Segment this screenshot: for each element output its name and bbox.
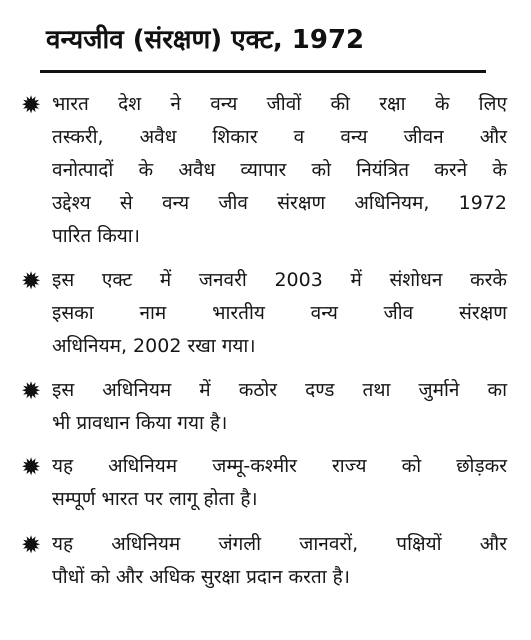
- list-item-text: [52, 450, 507, 516]
- list-item-text: [52, 528, 507, 594]
- text-line: पौधों को और अधिक सुरक्षा प्रदान करता है।: [52, 566, 350, 588]
- text-line: इस अधिनियम में कठोर दण्ड तथा जुर्माने का: [52, 379, 507, 401]
- text-line: अधिनियम, 2002 रखा गया।: [52, 335, 256, 357]
- list-item-text: [52, 88, 507, 253]
- text-line: इसका नाम भारतीय वन्य जीव संरक्षण: [52, 302, 507, 324]
- text-line: वनोत्पादों के अवैध व्यापार को नियंत्रित करने के: [52, 159, 507, 181]
- asterisk-star-icon: ✹: [20, 267, 42, 295]
- text-line: इस एक्ट में जनवरी 2003 में संशोधन करके: [52, 269, 507, 291]
- list-item-text: [52, 264, 507, 363]
- text-line: भी प्रावधान किया गया है।: [52, 412, 228, 434]
- asterisk-star-icon: ✹: [20, 91, 42, 119]
- title-underline: [40, 70, 486, 73]
- text-line: सम्पूर्ण भारत पर लागू होता है।: [52, 488, 258, 510]
- list-item-text: [52, 374, 507, 440]
- asterisk-star-icon: ✹: [20, 377, 42, 405]
- asterisk-star-icon: ✹: [20, 453, 42, 481]
- text-line: भारत देश ने वन्य जीवों की रक्षा के लिए: [52, 93, 507, 115]
- asterisk-star-icon: ✹: [20, 531, 42, 559]
- text-line: उद्देश्य से वन्य जीव संरक्षण अधिनियम, 1972: [52, 192, 507, 214]
- text-line: यह अधिनियम जंगली जानवरों, पक्षियों और: [52, 533, 507, 555]
- text-line: तस्करी, अवैध शिकार व वन्य जीवन और: [52, 126, 507, 148]
- text-line: यह अधिनियम जम्मू-कश्मीर राज्य को छोड़कर: [52, 455, 507, 477]
- text-line: पारित किया।: [52, 225, 140, 247]
- page-title: वन्यजीव (संरक्षण) एक्ट, 1972: [46, 25, 365, 55]
